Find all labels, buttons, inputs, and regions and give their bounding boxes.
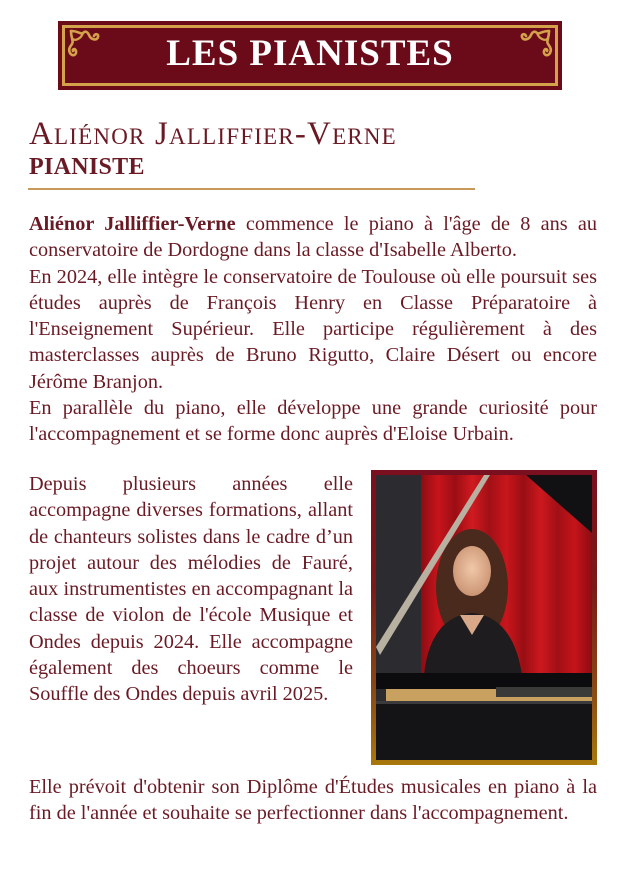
bio-paragraph-1 xyxy=(29,211,597,448)
bio-p1-line2: En 2024, elle intègre le conservatoire de Toulouse où elle poursuit ses études auprès de François Henry en Classe Préparatoire à l'Enseignement Supérieur. Elle participe régulièrement à des masterclasses auprès de Bruno Rigutto, Claire Désert ou encore Jérôme Branjon. xyxy=(29,265,597,393)
divider-rule xyxy=(28,188,475,190)
pianist-photo xyxy=(371,470,597,765)
artist-name: Aliénor Jalliffier-Verne xyxy=(29,116,397,152)
banner-title: LES PIANISTES xyxy=(166,33,454,74)
bio-p1-line3: En parallèle du piano, elle développe une grande curiosité pour l'accompagnement et se forme donc auprès d'Eloise Urbain. xyxy=(29,397,597,446)
photo-image xyxy=(376,475,592,760)
bio-name-bold: Aliénor Jalliffier-Verne xyxy=(29,213,236,235)
bio-paragraph-2: Depuis plusieurs années elle accompagne diverses formations, allant de chanteurs solistes dans le cadre d’un projet autour des mélodies de Fauré, aux instrumentistes en accompagnant la classe de violon de l'école Musique et Ondes depuis 2024. Elle accompagne également des choeurs comme le Souffle des Ondes depuis avril 2025. xyxy=(29,473,353,706)
artist-role: PIANISTE xyxy=(29,154,145,180)
bio-paragraph-3: Elle prévoit d'obtenir son Diplôme d'Études musicales en piano à la fin de l'année et souhaite se perfectionner dans l'accompagnement. xyxy=(29,776,597,825)
header-banner xyxy=(58,21,562,90)
bio-p1-line1: commence le piano à l'âge de 8 ans au conservatoire de Dordogne dans la classe d'Isabelle Alberto. xyxy=(29,213,597,262)
photo-illustration xyxy=(376,475,592,760)
